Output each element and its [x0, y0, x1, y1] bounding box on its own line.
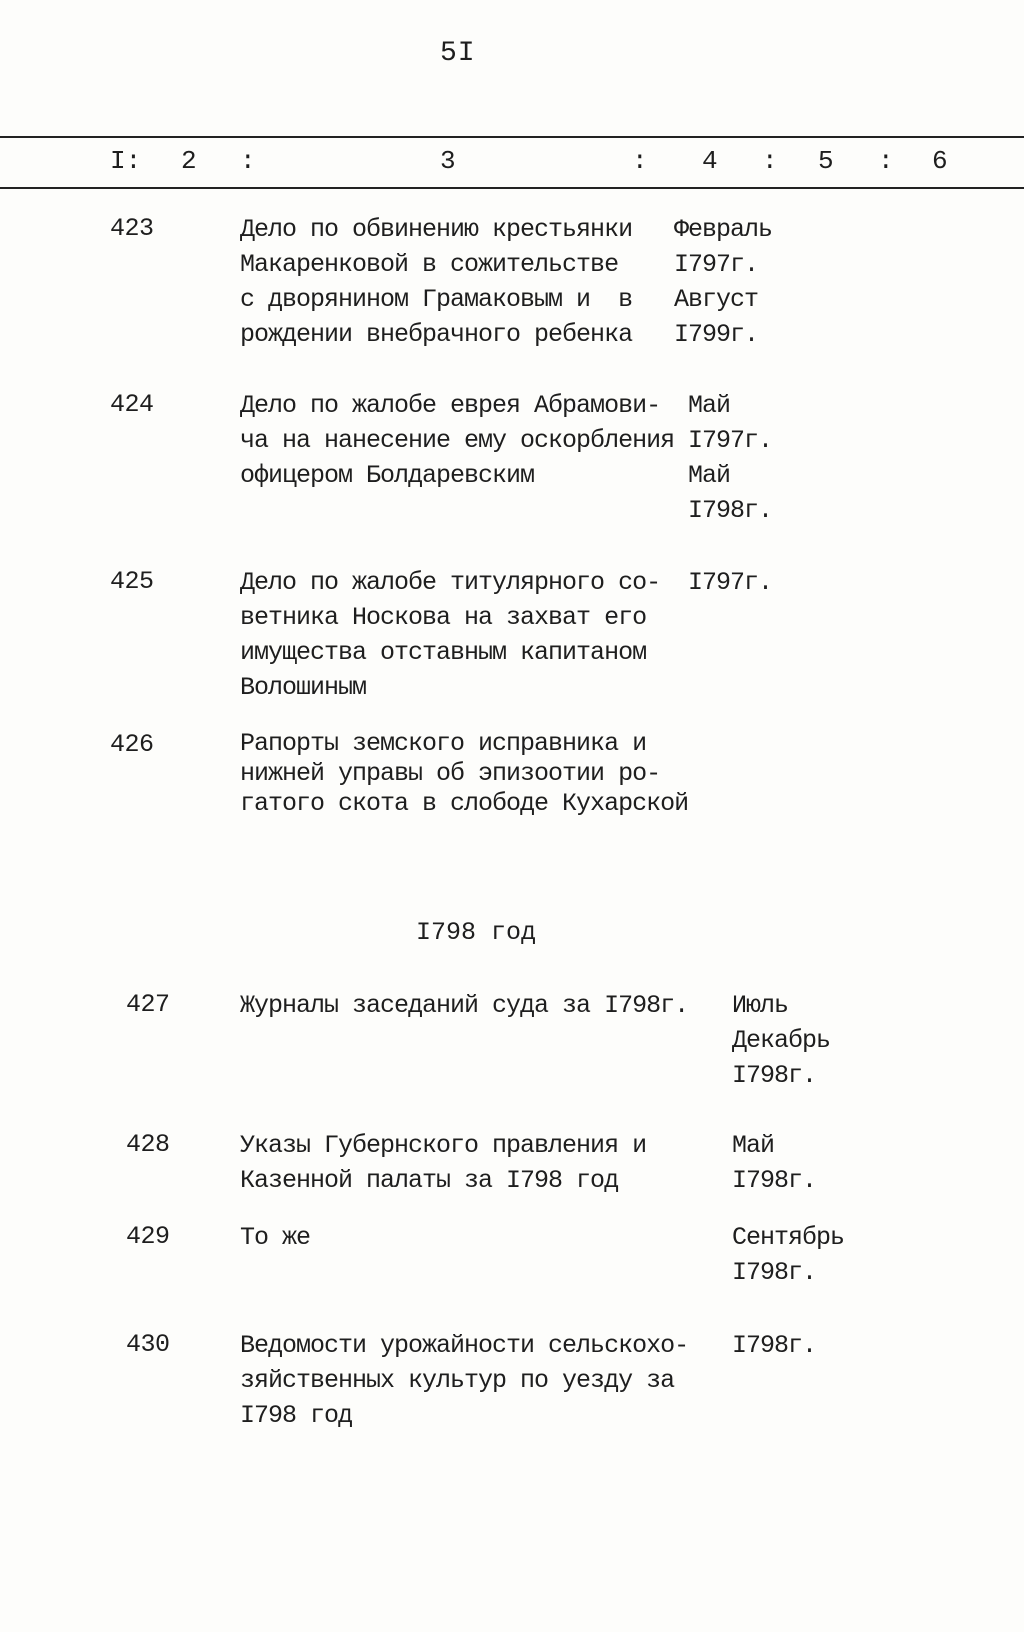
- entry-number: 425: [110, 567, 154, 596]
- column-header-1: I:: [110, 146, 142, 176]
- entry-number: 426: [110, 730, 154, 759]
- entry-number: 429: [126, 1222, 170, 1251]
- entry-dates: Май I797г. Май I798г.: [688, 391, 773, 525]
- entry-description: Дело по жалобе еврея Абрамови- ча на нанесение ему оскорбления офицером Болдаревским: [240, 391, 675, 490]
- entry-description: Дело по обвинению крестьянки Макаренковой в сожительстве с дворянином Грамаковым и в рождении внебрачного ребенка: [240, 215, 633, 349]
- entry-dates: Февраль I797г. Август I799г.: [674, 215, 773, 349]
- column-separator: :: [878, 146, 894, 176]
- entry-number: 430: [126, 1330, 170, 1359]
- entry-number: 424: [110, 390, 154, 419]
- column-header-4: 4: [702, 146, 718, 176]
- entry-dates: Сентябрь I798г.: [732, 1223, 845, 1287]
- entry-number: 423: [110, 214, 154, 243]
- column-separator: :: [762, 146, 778, 176]
- entry-description: Рапорты земского исправника и нижней управы об эпизоотии ро- гатого скота в слободе Кухарской: [240, 729, 689, 818]
- entry-number: 428: [126, 1130, 170, 1159]
- column-separator: :: [632, 146, 648, 176]
- entry-description: То же: [240, 1223, 311, 1252]
- entry-dates: I797г.: [688, 568, 773, 597]
- entry-number: 427: [126, 990, 170, 1019]
- page-number: 5I: [440, 38, 476, 69]
- header-bottom-rule: [0, 187, 1024, 189]
- year-heading: I798 год: [416, 918, 537, 947]
- header-top-rule: [0, 136, 1024, 138]
- entry-dates: I798г.: [732, 1331, 817, 1360]
- column-separator: :: [240, 146, 256, 176]
- entry-description: Ведомости урожайности сельскохо- зяйственных культур по уезду за I798 год: [240, 1331, 689, 1430]
- entry-description: Журналы заседаний суда за I798г.: [240, 991, 689, 1020]
- entry-dates: Июль Декабрь I798г.: [732, 991, 831, 1090]
- column-header-3: 3: [440, 146, 456, 176]
- entry-dates: Май I798г.: [732, 1131, 817, 1195]
- column-header-2: 2: [181, 146, 197, 176]
- column-header-5: 5: [818, 146, 834, 176]
- column-header-6: 6: [932, 146, 948, 176]
- entry-description: Дело по жалобе титулярного со- ветника Носкова на захват его имущества отставным капитаном Волошиным: [240, 568, 661, 702]
- entry-description: Указы Губернского правления и Казенной палаты за I798 год: [240, 1131, 647, 1195]
